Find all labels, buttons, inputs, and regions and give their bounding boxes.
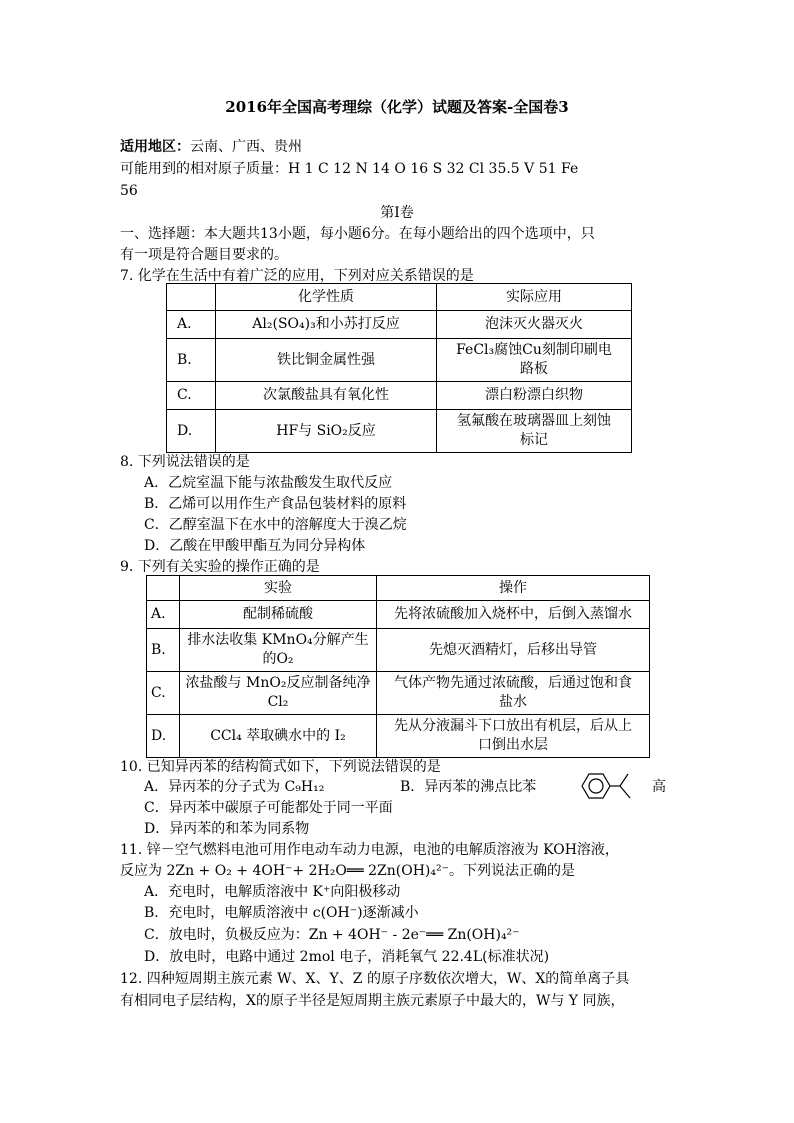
q9-row-experiment <box>180 672 377 715</box>
q7-row-property: 次氯酸盐具有氧化性 <box>216 382 437 410</box>
atomic-mass-line-1: 可能用到的相对原子质量：H 1 C 12 N 14 O 16 S 32 Cl 35.5 V 51 Fe <box>120 161 579 177</box>
q7-row-label: C. <box>167 382 216 410</box>
q8-option-a: A．乙烷室温下能与浓盐酸发生取代反应 <box>144 475 393 491</box>
q8-option-c: C．乙醇室温下在水中的溶解度大于溴乙烷 <box>144 517 407 533</box>
q8-option-b: B．乙烯可以用作生产食品包装材料的原料 <box>144 496 407 512</box>
instructions-line-2: 有一项是符合题目要求的。 <box>120 247 288 263</box>
q9-row-experiment: 配制稀硫酸 <box>180 601 377 629</box>
table-row <box>167 410 632 453</box>
q10-option-b-end: 高 <box>652 779 666 795</box>
q7-header-property: 化学性质 <box>216 284 437 311</box>
q9-row-label: D. <box>147 715 180 758</box>
cell-line: 排水法收集 KMnO₄分解产生 <box>187 632 369 648</box>
table-row <box>167 339 632 382</box>
q7-row-property: HF与 SiO₂反应 <box>216 410 437 453</box>
q7-row-label: B. <box>167 339 216 382</box>
q7-header-application: 实际应用 <box>437 284 632 311</box>
q9-stem: 9. 下列有关实验的操作正确的是 <box>120 559 320 575</box>
q11-stem-line-1: 11. 锌－空气燃料电池可用作电动车动力电源，电池的电解质溶液为 KOH溶液， <box>120 842 619 858</box>
q9-row-experiment <box>180 629 377 672</box>
q10-option-a: A．异丙苯的分子式为 C₉H₁₂ <box>144 779 325 795</box>
q9-header-empty <box>147 576 180 601</box>
q11-option-c: C．放电时，负极反应为：Zn + 4OH⁻ - 2e⁻══ Zn(OH)₄²⁻ <box>144 927 520 943</box>
cell-line: 氢氟酸在玻璃器皿上刻蚀 <box>457 413 611 429</box>
q11-option-a: A．充电时，电解质溶液中 K⁺向阳极移动 <box>144 884 401 900</box>
table-row <box>147 629 650 672</box>
q9-row-experiment: CCl₄ 萃取碘水中的 I₂ <box>180 715 377 758</box>
q7-row-label: A. <box>167 311 216 339</box>
cell-line: 的O₂ <box>262 651 294 667</box>
q9-row-label: C. <box>147 672 180 715</box>
cell-line: FeCl₃腐蚀Cu刻制印刷电 <box>456 342 612 358</box>
region-label: 适用地区： <box>120 139 190 155</box>
table-row <box>147 715 650 758</box>
q9-header-experiment: 实验 <box>180 576 377 601</box>
q10-option-b: B．异丙苯的沸点比苯 <box>400 779 537 795</box>
q9-row-operation: 先将浓硫酸加入烧杯中，后倒入蒸馏水 <box>377 601 650 629</box>
table-row <box>167 311 632 339</box>
q9-row-operation: 先熄灭酒精灯，后移出导管 <box>377 629 650 672</box>
q9-row-operation <box>377 715 650 758</box>
q11-option-b: B．充电时，电解质溶液中 c(OH⁻)逐渐减小 <box>144 905 419 921</box>
cell-line: 气体产物先通过浓硫酸，后通过饱和食 <box>394 675 632 691</box>
cell-line: 标记 <box>520 432 548 448</box>
table-row <box>147 576 650 601</box>
q7-row-application <box>437 410 632 453</box>
page-title: 2016年全国高考理综（化学）试题及答案-全国卷3 <box>225 98 569 116</box>
cumene-structure-icon <box>572 766 638 806</box>
q11-stem-line-2: 反应为 2Zn + O₂ + 4OH⁻+ 2H₂O══ 2Zn(OH)₄²⁻。下列说法正确的是 <box>120 863 576 879</box>
q7-row-application <box>437 339 632 382</box>
q10-stem: 10. 已知异丙苯的结构简式如下，下列说法错误的是 <box>120 759 441 775</box>
q9-row-label: B. <box>147 629 180 672</box>
cell-line: Cl₂ <box>267 694 289 710</box>
q8-option-d: D．乙酸在甲酸甲酯互为同分异构体 <box>144 538 366 554</box>
q7-header-empty <box>167 284 216 311</box>
q9-row-operation <box>377 672 650 715</box>
table-row <box>147 601 650 629</box>
q7-stem: 7. 化学在生活中有着广泛的应用，下列对应关系错误的是 <box>120 268 474 284</box>
cell-line: 路板 <box>520 361 548 377</box>
q10-option-c: C．异丙苯中碳原子可能都处于同一平面 <box>144 800 393 816</box>
table-row <box>167 382 632 410</box>
q7-table <box>166 283 632 453</box>
q7-row-application: 泡沫灭火器灭火 <box>437 311 632 339</box>
atomic-mass-line-2: 56 <box>120 183 138 199</box>
q12-stem-line-2: 有相同电子层结构，X的原子半径是短周期主族元素原子中最大的，W与 Y 同族， <box>120 993 625 1009</box>
section-title: 第Ⅰ卷 <box>380 205 414 221</box>
table-row <box>147 672 650 715</box>
q7-row-application: 漂白粉漂白织物 <box>437 382 632 410</box>
q7-row-property: 铁比铜金属性强 <box>216 339 437 382</box>
cell-line: 先从分液漏斗下口放出有机层，后从上 <box>394 718 632 734</box>
q10-option-d: D．异丙苯的和苯为同系物 <box>144 821 310 837</box>
cell-line: 浓盐酸与 MnO₂反应制备纯净 <box>185 675 371 691</box>
q12-stem-line-1: 12. 四种短周期主族元素 W、X、Y、Z 的原子序数依次增大，W、X的简单离子具 <box>120 971 630 987</box>
q9-table <box>146 575 650 758</box>
q9-header-operation: 操作 <box>377 576 650 601</box>
table-row <box>167 284 632 311</box>
instructions-line-1: 一、选择题：本大题共13小题，每小题6分。在每小题给出的四个选项中，只 <box>120 226 595 242</box>
q9-row-label: A. <box>147 601 180 629</box>
q7-row-property: Al₂(SO₄)₃和小苏打反应 <box>216 311 437 339</box>
q8-stem: 8. 下列说法错误的是 <box>120 454 250 470</box>
cell-line: 口倒出水层 <box>478 737 548 753</box>
region-value: 云南、广西、贵州 <box>190 139 302 155</box>
cell-line: 盐水 <box>499 694 527 710</box>
q11-option-d: D．放电时，电路中通过 2mol 电子，消耗氧气 22.4L(标准状况) <box>144 949 550 965</box>
region-line <box>120 137 302 157</box>
q7-row-label: D. <box>167 410 216 453</box>
